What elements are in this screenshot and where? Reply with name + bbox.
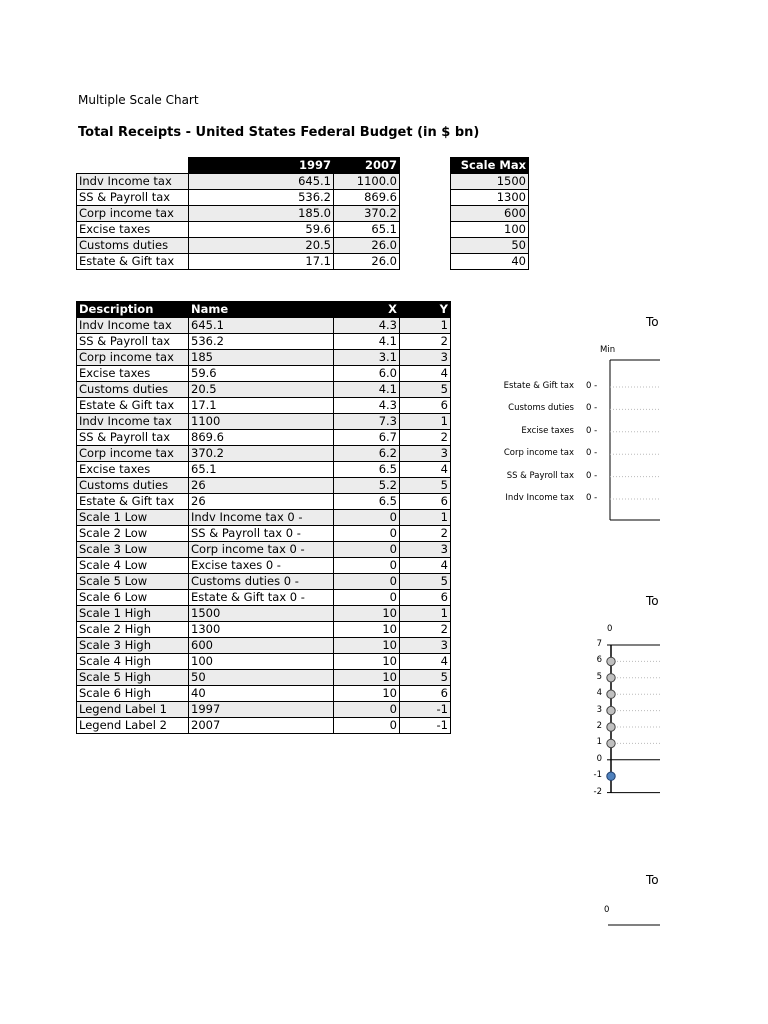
sheet-title: Multiple Scale Chart bbox=[78, 93, 199, 107]
receipts-value-2007: 65.1 bbox=[334, 222, 400, 238]
data-x: 4.1 bbox=[334, 382, 400, 398]
data-name-cell: 869.6 bbox=[189, 430, 334, 446]
scale-max-value: 50 bbox=[451, 238, 529, 254]
chart2-tick-label: 2 bbox=[596, 721, 602, 731]
chart2-tick-label: -1 bbox=[593, 770, 602, 781]
data-name-cell: 2007 bbox=[189, 718, 334, 734]
data-description: Customs duties bbox=[77, 478, 189, 494]
chart2-top-label: 0 bbox=[607, 624, 613, 634]
receipts-value-1997: 59.6 bbox=[189, 222, 334, 238]
data-x: 6.5 bbox=[334, 494, 400, 510]
receipts-value-2007: 26.0 bbox=[334, 238, 400, 254]
chart1-category-label: Indv Income tax bbox=[505, 493, 574, 503]
data-name-cell: 100 bbox=[189, 654, 334, 670]
receipts-label: Customs duties bbox=[77, 238, 189, 254]
data-description: Excise taxes bbox=[77, 366, 189, 382]
data-header-y: Y bbox=[400, 302, 451, 318]
chart2-tick-label: -2 bbox=[593, 786, 602, 797]
data-y: 2 bbox=[400, 526, 451, 542]
data-name-cell: 26 bbox=[189, 478, 334, 494]
receipts-value-2007: 869.6 bbox=[334, 190, 400, 206]
data-x: 10 bbox=[334, 654, 400, 670]
chart2-tick-label: 6 bbox=[596, 655, 602, 666]
data-name-cell: 40 bbox=[189, 686, 334, 702]
chart1-low-label: 0 - bbox=[586, 448, 598, 459]
data-x: 10 bbox=[334, 622, 400, 638]
chart2-tick-label: 4 bbox=[596, 688, 602, 699]
data-x: 4.3 bbox=[334, 318, 400, 334]
receipts-value-2007: 26.0 bbox=[334, 254, 400, 270]
data-name-cell: 20.5 bbox=[189, 382, 334, 398]
data-y: 4 bbox=[400, 366, 451, 382]
sheet-heading: Total Receipts - United States Federal Budget (in $ bn) bbox=[78, 125, 480, 140]
data-x: 5.2 bbox=[334, 478, 400, 494]
scale-max-value: 40 bbox=[451, 254, 529, 270]
data-description: Scale 1 Low bbox=[77, 510, 189, 526]
data-description: Legend Label 2 bbox=[77, 718, 189, 734]
data-name-cell: 1997 bbox=[189, 702, 334, 718]
chart2-tick-label: 5 bbox=[596, 671, 602, 682]
data-y: 3 bbox=[400, 350, 451, 366]
chart1-low-label: 0 - bbox=[586, 425, 598, 436]
receipts-label: Corp income tax bbox=[77, 206, 189, 222]
chart3-top-label: 0 bbox=[604, 905, 610, 915]
data-description: Estate & Gift tax bbox=[77, 398, 189, 414]
data-x: 0 bbox=[334, 526, 400, 542]
data-y: 2 bbox=[400, 334, 451, 350]
data-description: Indv Income tax bbox=[77, 318, 189, 334]
data-header-description: Description bbox=[77, 302, 189, 318]
data-description: Scale 4 Low bbox=[77, 558, 189, 574]
data-x: 0 bbox=[334, 590, 400, 606]
receipts-label: Excise taxes bbox=[77, 222, 189, 238]
data-x: 0 bbox=[334, 718, 400, 734]
data-x: 10 bbox=[334, 670, 400, 686]
data-name-cell: Corp income tax 0 - bbox=[189, 542, 334, 558]
data-description: Estate & Gift tax bbox=[77, 494, 189, 510]
data-y: 4 bbox=[400, 462, 451, 478]
receipts-label: Indv Income tax bbox=[77, 174, 189, 190]
data-x: 0 bbox=[334, 702, 400, 718]
receipts-label: Estate & Gift tax bbox=[77, 254, 189, 270]
scale-max-header: Scale Max bbox=[451, 158, 529, 174]
data-header-name: Name bbox=[189, 302, 334, 318]
data-description: Scale 2 High bbox=[77, 622, 189, 638]
data-name-cell: 1300 bbox=[189, 622, 334, 638]
data-name-cell: 1500 bbox=[189, 606, 334, 622]
scale-max-value: 600 bbox=[451, 206, 529, 222]
data-name-cell: Estate & Gift tax 0 - bbox=[189, 590, 334, 606]
chart2-title: To bbox=[646, 594, 659, 608]
chart2-tick-label: 0 bbox=[596, 753, 602, 764]
chart3-title: To bbox=[646, 873, 659, 887]
data-description: Corp income tax bbox=[77, 446, 189, 462]
data-y: 3 bbox=[400, 638, 451, 654]
data-name-cell: 65.1 bbox=[189, 462, 334, 478]
data-name-cell: 185 bbox=[189, 350, 334, 366]
data-y: 6 bbox=[400, 494, 451, 510]
receipts-value-1997: 645.1 bbox=[189, 174, 334, 190]
receipts-header-1997: 1997 bbox=[189, 158, 334, 174]
data-x: 10 bbox=[334, 638, 400, 654]
data-name-cell: 26 bbox=[189, 494, 334, 510]
data-x: 6.2 bbox=[334, 446, 400, 462]
data-x: 6.7 bbox=[334, 430, 400, 446]
data-description: Scale 6 High bbox=[77, 686, 189, 702]
chart2-tick-label: 1 bbox=[596, 737, 602, 748]
chart2-tick-label: 7 bbox=[596, 639, 602, 649]
receipts-value-2007: 370.2 bbox=[334, 206, 400, 222]
data-y: 5 bbox=[400, 670, 451, 686]
data-name-cell: Excise taxes 0 - bbox=[189, 558, 334, 574]
data-y: 5 bbox=[400, 574, 451, 590]
data-description: Customs duties bbox=[77, 382, 189, 398]
chart1-title: To bbox=[646, 315, 659, 329]
data-y: 5 bbox=[400, 382, 451, 398]
data-x: 10 bbox=[334, 686, 400, 702]
data-y: -1 bbox=[400, 702, 451, 718]
chart1-category-label: Excise taxes bbox=[521, 425, 574, 436]
scale-max-value: 1300 bbox=[451, 190, 529, 206]
data-description: Scale 5 High bbox=[77, 670, 189, 686]
data-y: 2 bbox=[400, 430, 451, 446]
data-y: 2 bbox=[400, 622, 451, 638]
chart1-low-label: 0 - bbox=[586, 470, 598, 481]
scale-max-value: 100 bbox=[451, 222, 529, 238]
data-description: SS & Payroll tax bbox=[77, 334, 189, 350]
data-x: 7.3 bbox=[334, 414, 400, 430]
data-name-cell: 17.1 bbox=[189, 398, 334, 414]
chart1-low-label: 0 - bbox=[586, 381, 598, 391]
data-y: 4 bbox=[400, 654, 451, 670]
data-y: 1 bbox=[400, 606, 451, 622]
data-description: Legend Label 1 bbox=[77, 702, 189, 718]
data-description: Scale 1 High bbox=[77, 606, 189, 622]
chart2-tick-label: 3 bbox=[596, 704, 602, 715]
chart1-category-label: Estate & Gift tax bbox=[503, 381, 574, 391]
data-y: 4 bbox=[400, 558, 451, 574]
data-description: Scale 2 Low bbox=[77, 526, 189, 542]
data-name-cell: 600 bbox=[189, 638, 334, 654]
data-name-cell: 50 bbox=[189, 670, 334, 686]
data-x: 4.1 bbox=[334, 334, 400, 350]
data-x: 0 bbox=[334, 542, 400, 558]
data-x: 0 bbox=[334, 558, 400, 574]
receipts-label: SS & Payroll tax bbox=[77, 190, 189, 206]
data-description: Scale 5 Low bbox=[77, 574, 189, 590]
chart1-min-label: Min bbox=[600, 345, 616, 355]
chart1-category-label: Corp income tax bbox=[503, 448, 574, 459]
data-x: 6.5 bbox=[334, 462, 400, 478]
data-x: 10 bbox=[334, 606, 400, 622]
receipts-header-2007: 2007 bbox=[334, 158, 400, 174]
receipts-value-1997: 20.5 bbox=[189, 238, 334, 254]
chart1-low-label: 0 - bbox=[586, 403, 598, 414]
data-description: Scale 3 High bbox=[77, 638, 189, 654]
data-description: Corp income tax bbox=[77, 350, 189, 366]
data-y: 1 bbox=[400, 318, 451, 334]
data-x: 0 bbox=[334, 510, 400, 526]
data-name-cell: 645.1 bbox=[189, 318, 334, 334]
data-y: 3 bbox=[400, 542, 451, 558]
data-description: Scale 4 High bbox=[77, 654, 189, 670]
data-y: 6 bbox=[400, 686, 451, 702]
receipts-value-1997: 185.0 bbox=[189, 206, 334, 222]
data-y: 3 bbox=[400, 446, 451, 462]
data-description: Scale 3 Low bbox=[77, 542, 189, 558]
chart1-category-label: Customs duties bbox=[508, 403, 574, 414]
data-description: Indv Income tax bbox=[77, 414, 189, 430]
data-name-cell: 370.2 bbox=[189, 446, 334, 462]
data-name-cell: Indv Income tax 0 - bbox=[189, 510, 334, 526]
receipts-value-1997: 536.2 bbox=[189, 190, 334, 206]
chart1-low-label: 0 - bbox=[586, 493, 598, 503]
data-y: 6 bbox=[400, 398, 451, 414]
data-description: SS & Payroll tax bbox=[77, 430, 189, 446]
scale-max-value: 1500 bbox=[451, 174, 529, 190]
data-name-cell: 1100 bbox=[189, 414, 334, 430]
data-y: 6 bbox=[400, 590, 451, 606]
receipts-value-1997: 17.1 bbox=[189, 254, 334, 270]
data-header-x: X bbox=[334, 302, 400, 318]
data-y: 5 bbox=[400, 478, 451, 494]
data-x: 3.1 bbox=[334, 350, 400, 366]
data-name-cell: SS & Payroll tax 0 - bbox=[189, 526, 334, 542]
data-x: 0 bbox=[334, 574, 400, 590]
data-name-cell: Customs duties 0 - bbox=[189, 574, 334, 590]
data-name-cell: 536.2 bbox=[189, 334, 334, 350]
data-y: 1 bbox=[400, 510, 451, 526]
data-y: -1 bbox=[400, 718, 451, 734]
data-name-cell: 59.6 bbox=[189, 366, 334, 382]
receipts-value-2007: 1100.0 bbox=[334, 174, 400, 190]
data-x: 6.0 bbox=[334, 366, 400, 382]
data-y: 1 bbox=[400, 414, 451, 430]
data-x: 4.3 bbox=[334, 398, 400, 414]
data-description: Excise taxes bbox=[77, 462, 189, 478]
data-description: Scale 6 Low bbox=[77, 590, 189, 606]
chart1-category-label: SS & Payroll tax bbox=[506, 470, 574, 481]
